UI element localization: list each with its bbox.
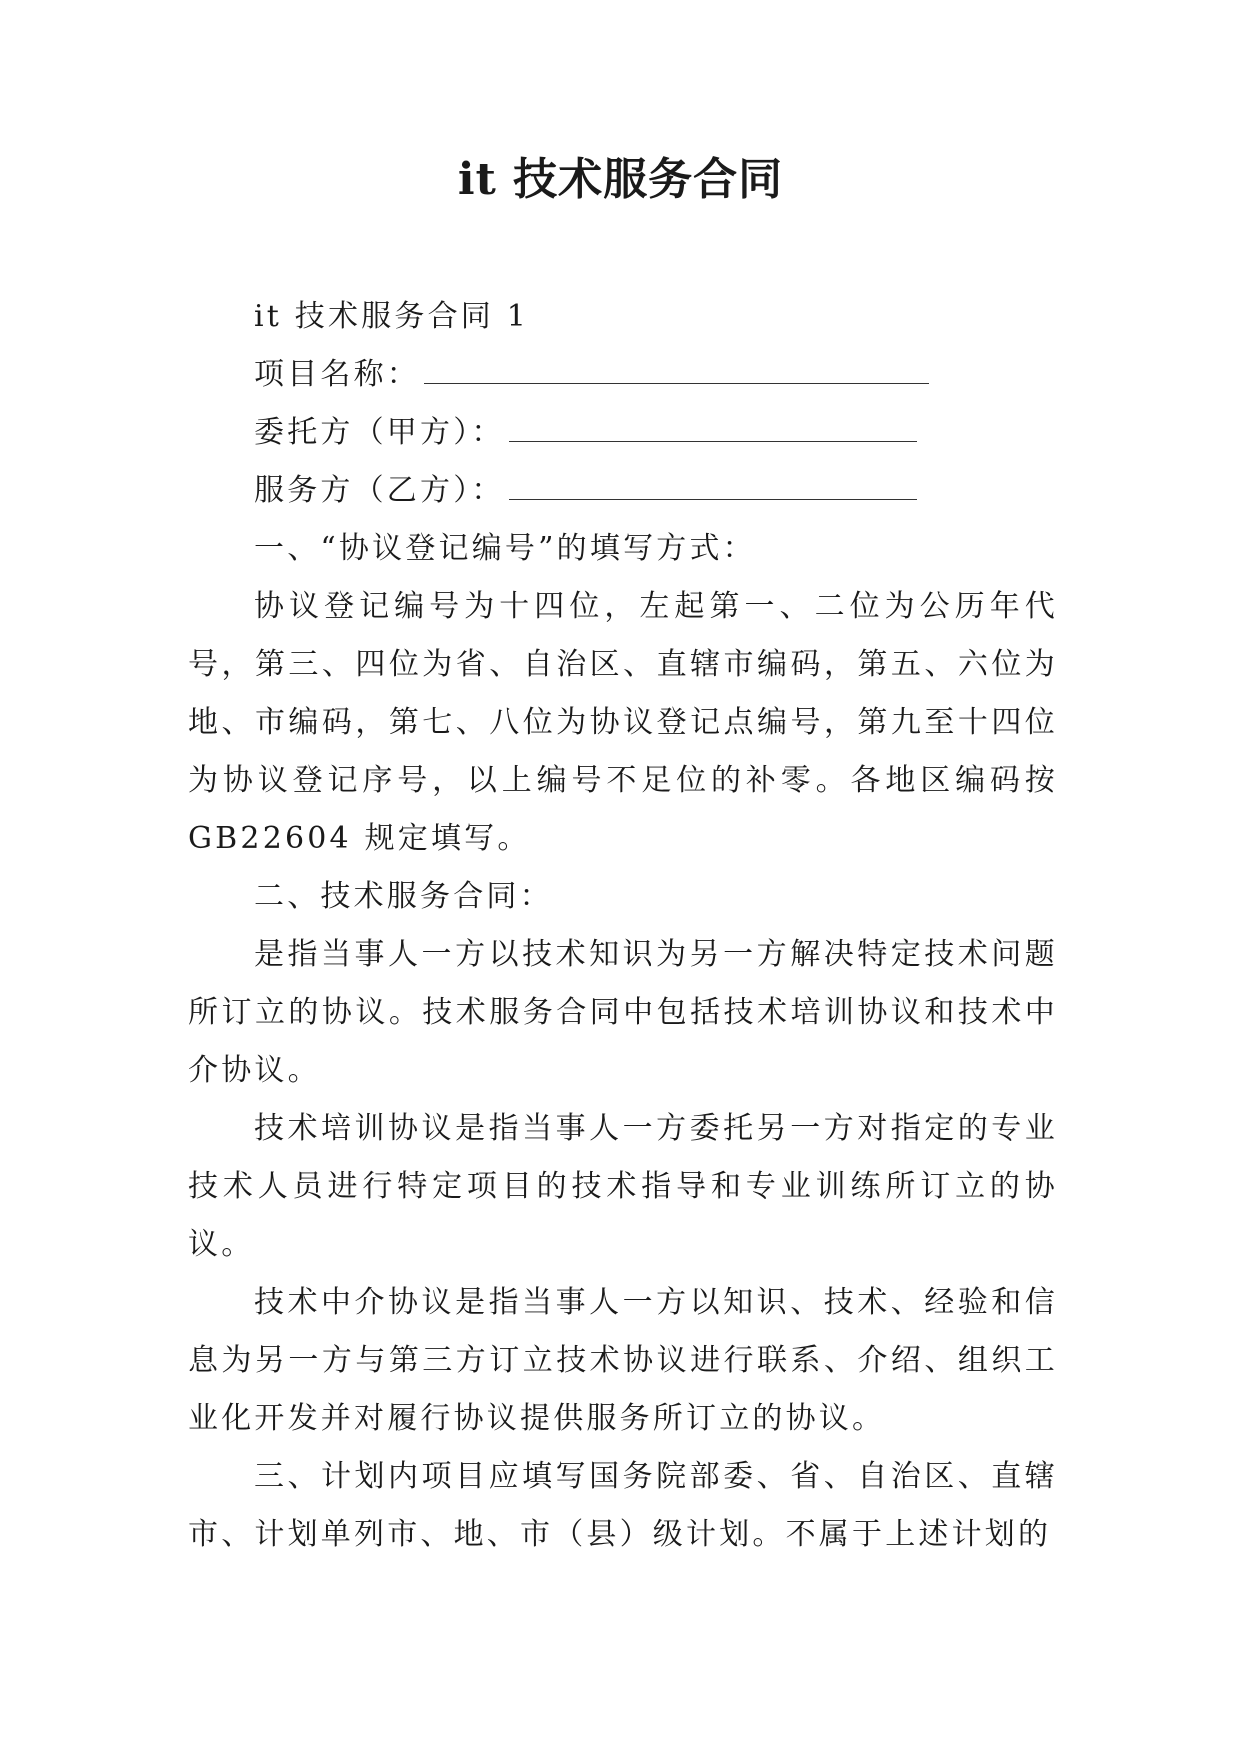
- document-title: it 技术服务合同: [457, 154, 784, 205]
- project-name-row: [188, 346, 1058, 404]
- section-1-heading: 一、“协议登记编号”的填写方式：: [254, 531, 756, 566]
- provider-label: 服务方（乙方）：: [254, 473, 505, 508]
- contract-subtitle: it 技术服务合同 1: [254, 299, 530, 334]
- section-2-paragraph-2: 技术培训协议是指当事人一方委托另一方对指定的专业技术人员进行特定项目的技术指导和专业训练所订立的协议。: [188, 1111, 1058, 1262]
- project-name-blank[interactable]: [424, 353, 929, 384]
- client-row: [188, 404, 1058, 462]
- section-1-body: 协议登记编号为十四位，左起第一、二位为公历年代号，第三、四位为省、自治区、直辖市编码，第五、六位为地、市编码，第七、八位为协议登记点编号，第九至十四位为协议登记序号，以上编号不足位的补零。各地区编码按 GB22604 规定填写。: [188, 589, 1058, 856]
- project-name-label: 项目名称：: [254, 357, 420, 392]
- client-blank[interactable]: [509, 411, 917, 442]
- section-3-body: 三、计划内项目应填写国务院部委、省、自治区、直辖市、计划单列市、地、市（县）级计划。不属于上述计划的: [188, 1459, 1058, 1552]
- section-2-paragraph-3: 技术中介协议是指当事人一方以知识、技术、经验和信息为另一方与第三方订立技术协议进行联系、介绍、组织工业化开发并对履行协议提供服务所订立的协议。: [188, 1285, 1058, 1436]
- section-2-paragraph-1: 是指当事人一方以技术知识为另一方解决特定技术问题所订立的协议。技术服务合同中包括技术培训协议和技术中介协议。: [188, 937, 1058, 1088]
- document-body: [188, 288, 1058, 1564]
- client-label: 委托方（甲方）：: [254, 415, 505, 450]
- section-2-heading: 二、技术服务合同：: [254, 879, 553, 914]
- provider-row: [188, 462, 1058, 520]
- provider-blank[interactable]: [509, 469, 917, 500]
